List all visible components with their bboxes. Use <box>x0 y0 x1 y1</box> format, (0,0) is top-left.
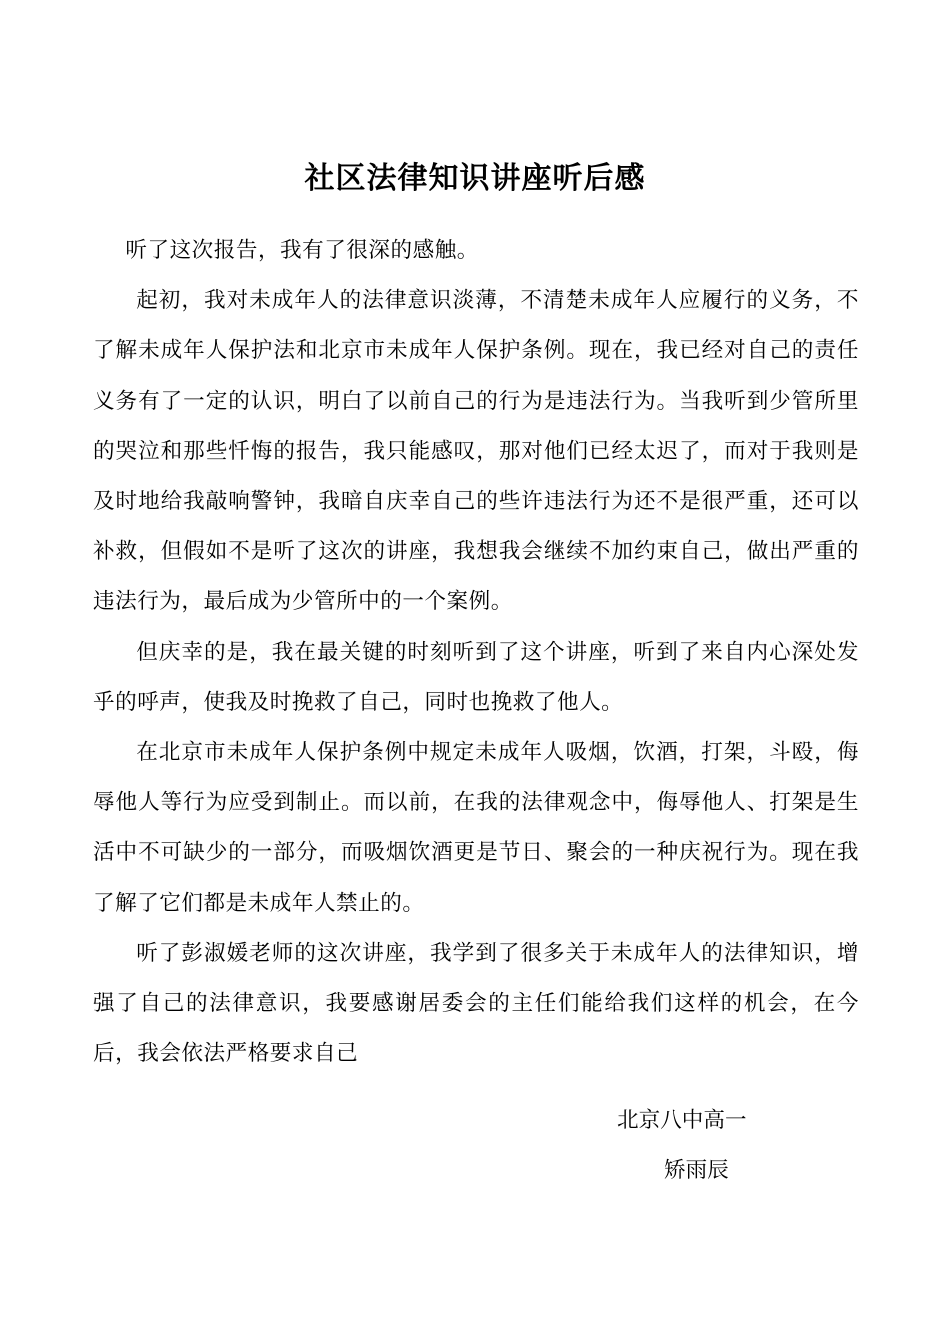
signature-name: 矫雨辰 <box>664 1158 729 1183</box>
paragraph-4: 在北京市未成年人保护条例中规定未成年人吸烟，饮酒，打架，斗殴，侮辱他人等行为应受到制止。而以前，在我的法律观念中，侮辱他人、打架是生活中不可缺少的一部分，而吸烟饮酒更是节日、聚会的一种庆祝行为。现在我了解了它们都是未成年人禁止的。 <box>93 740 859 916</box>
paragraph-1: 听了这次报告，我有了很深的感触。 <box>125 238 479 263</box>
paragraph-3: 但庆幸的是，我在最关键的时刻听到了这个讲座，听到了来自内心深处发乎的呼声，使我及时挽救了自己，同时也挽救了他人。 <box>93 639 859 715</box>
document-body <box>93 226 859 1079</box>
signature-block <box>560 1096 860 1196</box>
signature-school: 北京八中高一 <box>617 1108 747 1133</box>
paragraph-2: 起初，我对未成年人的法律意识淡薄，不清楚未成年人应履行的义务，不了解未成年人保护法和北京市未成年人保护条例。现在，我已经对自己的责任义务有了一定的认识，明白了以前自己的行为是违法行为。当我听到少管所里的哭泣和那些忏悔的报告，我只能感叹，那对他们已经太迟了，而对于我则是及时地给我敲响警钟，我暗自庆幸自己的些许违法行为还不是很严重，还可以补救，但假如不是听了这次的讲座，我想我会继续不加约束自己，做出严重的违法行为，最后成为少管所中的一个案例。 <box>93 288 859 615</box>
paragraph-5: 听了彭淑媛老师的这次讲座，我学到了很多关于未成年人的法律知识，增强了自己的法律意识，我要感谢居委会的主任们能给我们这样的机会，在今后，我会依法严格要求自己 <box>93 940 859 1067</box>
document-title: 社区法律知识讲座听后感 <box>304 161 646 196</box>
